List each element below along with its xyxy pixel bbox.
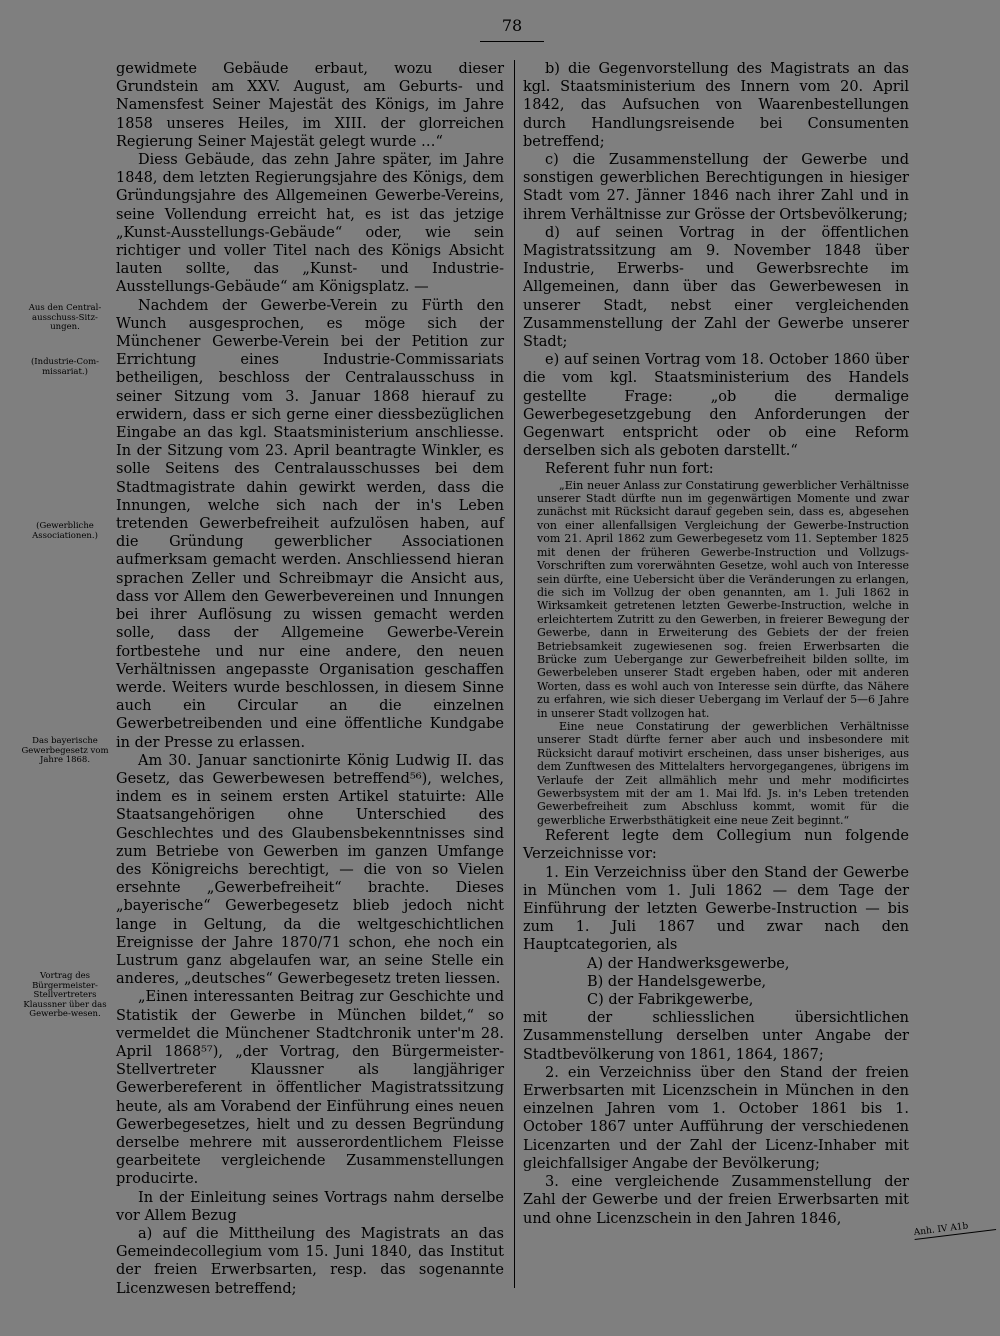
margin-note-gewerbegesetz: Das bayerische Gewerbegesetz vom Jahre 1868. bbox=[21, 736, 109, 765]
list-item: 2. ein Verzeichniss über den Stand der freien Erwerbsarten mit Licenzschein in München in den einzelnen Jahren vom 1. October 1861 bis 1. October 1867 unter Aufführung der verschiedenen Licenzarten und der Zahl der Licenz-Inhaber mit gleichfallsiger Angabe der Bevölkerung; bbox=[523, 1064, 909, 1172]
list-item: d) auf seinen Vortrag in der öffentlichen Magistratssitzung am 9. November 1848 über Industrie, Erwerbs- und Gewerbsrechte im Allgemeinen, dann über das Gewerbewesen in unserer Stadt, nebst einer vergleichenden Zusammenstellung der Zahl der Gewerbe unserer Stadt; bbox=[523, 224, 909, 351]
margin-note-industrie-commissariat: (Industrie-Com-missariat.) bbox=[30, 357, 100, 377]
quote-paragraph: Eine neue Constatirung der gewerblichen Verhältnisse unserer Stadt dürfte ferner aber auch und insbesondere mit Rücksicht darauf motivirt erscheinen, dass unser bisheriges, aus dem Zunftwesen des Mittelalters hervorgegangenes, übrigens im Verlaufe der Zeit allmählich mehr und mehr modificirtes Gewerbsystem mit der am 1. Mai lfd. Js. in's Leben tretenden Gewerbefreiheit zum Abschluss kommt, womit für die gewerbliche Erwerbsthätigkeit eine neue Zeit beginnt.“ bbox=[537, 719, 909, 827]
list-item: b) die Gegenvorstellung des Magistrats an das kgl. Staatsministerium des Innern vom 20. April 1842, das Aufsuchen von Waarenbestellungen durch Handlungsreisende bei Consumenten betreffend; bbox=[523, 61, 909, 150]
list-item: 3. eine vergleichende Zusammenstellung der Zahl der Gewerbe und der freien Erwerbsarten mit und ohne Licenzschein in den Jahren 1846, bbox=[523, 1174, 909, 1227]
paragraph: Referent fuhr nun fort: bbox=[545, 461, 714, 478]
sublist-item: B) der Handelsgewerbe, bbox=[587, 973, 767, 990]
paragraph: Referent legte dem Collegium nun folgende Verzeichnisse vor: bbox=[523, 828, 909, 863]
list-item: c) die Zusammenstellung der Gewerbe und sonstigen gewerblichen Berechtigungen in hiesiger Stadt vom 27. Jänner 1846 nach ihrer Zahl und in ihrem Verhältnisse zur Grösse der Ortsbevölkerung; bbox=[523, 152, 909, 223]
paragraph: gewidmete Gebäude erbaut, wozu dieser Grundstein am XXV. August, am Geburts- und Namensfest Seiner Majestät des Königs, im Jahre 1858 unseres Heiles, im XIII. der glorreichen Regierung Seiner Majestät gelegt wurde …“ bbox=[116, 61, 504, 150]
paragraph: Diess Gebäude, das zehn Jahre später, im Jahre 1848, dem letzten Regierungsjahre des Königs, dem Gründungsjahre des Allgemeinen Gewerbe-Vereins, seine Vollendung erreicht hat, es ist das jetzige „Kunst-Ausstellungs-Gebäude“ oder, wie sein richtiger und voller Titel nach des Königs Absicht lauten sollte, das „Kunst- und Industrie-Ausstellungs-Gebäude“ am Königsplatz. — bbox=[116, 152, 504, 296]
column-divider bbox=[514, 60, 515, 1288]
left-text-column bbox=[116, 60, 504, 1298]
margin-note-vortrag-klaussner: Vortrag des Bürgermeister-Stellvertreters Klaussner über das Gewerbe-wesen. bbox=[23, 971, 107, 1019]
header-rule bbox=[480, 41, 544, 42]
list-item: e) auf seinen Vortrag vom 18. October 1860 über die vom kgl. Staatsministerium des Handels gestellte Frage: „ob die dermalige Gewerbegesetzgebung den Anforderungen der Gegenwart entspricht oder ob eine Reform derselben sich als geboten darstellt.“ bbox=[523, 352, 909, 460]
paragraph: „Einen interessanten Beitrag zur Geschichte und Statistik der Gewerbe in München bildet,“ so vermeldet die Münchener Stadtchronik unter'm 28. April 1868⁵⁷), „der Vortrag, den Bürgermeister-Stellvertreter Klaussner als langjähriger Gewerbereferent in öffentlicher Magistratssitzung heute, als am Vorabend der Einführung eines neuen Gewerbegesetzes, hielt und zu dessen Begründung derselbe mehrere mit ausserordentlichem Fleisse gearbeitete vergleichende Zusammenstellungen producirte. bbox=[116, 989, 504, 1188]
paragraph: mit der schliesslichen übersichtlichen Zusammenstellung derselben unter Angabe der Stadtbevölkerung von 1861, 1864, 1867; bbox=[523, 1010, 909, 1063]
paragraph: a) auf die Mittheilung des Magistrats an das Gemeindecollegium vom 15. Juni 1840, das Institut der freien Erwerbsarten, resp. das sogenannte Licenzwesen betreffend; bbox=[116, 1226, 504, 1297]
paragraph: Am 30. Januar sanctionirte König Ludwig II. das Gesetz, das Gewerbewesen betreffend⁵⁶), welches, indem es in seinem ersten Artikel statuirte: Alle Staatsangehörigen ohne Unterschied des Geschlechtes und des Glaubensbekenntnisses sind zum Betriebe von Gewerben im ganzen Umfange des Königreichs berechtigt, — die von so Vielen ersehnte „Gewerbefreiheit“ brachte. Dieses „bayerische“ Gewerbegesetz blieb jedoch nicht lange in Geltung, da die weltgeschichtlichen Ereignisse der Jahre 1870/71 schon, ehe noch ein Lustrum ganz abgelaufen war, an seine Stelle ein anderes, „deutsches“ Gewerbegesetz treten liessen. bbox=[116, 752, 504, 988]
quote-paragraph: „Ein neuer Anlass zur Constatirung gewerblicher Verhältnisse unserer Stadt dürfte nun im gegenwärtigen Momente und zwar zunächst mit Rücksicht darauf gegeben sein, dass es, abgesehen von einer allenfallsigen Vergleichung der Gewerbe-Instruction vom 21. April 1862 zum Gewerbegesetz vom 11. September 1825 mit denen der früheren Gewerbe-Instruction und Vollzugs-Vorschriften zum vorerwähnten Gesetze, wohl auch von Interesse sein dürfte, eine Uebersicht über die Veränderungen zu erlangen, die sich im Vollzug der oben genannten, am 1. Juli 1862 in Wirksamkeit getretenen letzten Gewerbe-Instruction, welche in erleichtertem Zutritt zu den Gewerben, in freierer Bewegung der Gewerbe, dann in Erweiterung des Gebiets der der freien Betriebsamkeit zugewiesenen sog. freien Erwerbsarten die Brücke zum Uebergange zur Gewerbefreiheit bilden sollte, im Gewerbeleben unserer Stadt ergeben haben, oder mit anderen Worten, dass es wohl auch von Interesse sein dürfte, das Nähere zu erfahren, wie sich dieser Uebergang im Verlauf der 5—6 Jahre in unserer Stadt vollzogen hat. bbox=[537, 478, 909, 720]
list-item: 1. Ein Verzeichniss über den Stand der Gewerbe in München vom 1. Juli 1862 — dem Tage der Einführung der letzten Gewerbe-Instruction — bis zum 1. Juli 1867 und zwar nach den Hauptcategorien, als bbox=[523, 864, 909, 954]
margin-note-central-committee: Aus den Central-ausschuss-Sitz-ungen. bbox=[28, 303, 102, 332]
margin-note-anhang: Anh. IV A1b bbox=[913, 1218, 996, 1240]
right-text-column bbox=[523, 60, 909, 1228]
sublist-item: C) der Fabrikgewerbe, bbox=[587, 992, 754, 1009]
margin-note-associationen: (Gewerbliche Associationen.) bbox=[32, 521, 98, 541]
page-number: 78 bbox=[501, 16, 523, 35]
paragraph: In der Einleitung seines Vortrags nahm derselbe vor Allem Bezug bbox=[116, 1189, 504, 1224]
paragraph: Nachdem der Gewerbe-Verein zu Fürth den Wunch ausgesprochen, es möge sich der Münchener Gewerbe-Verein bei der Petition zur Errichtung eines Industrie-Commissariats betheiligen, beschloss der Centralausschuss in seiner Sitzung vom 3. Januar 1868 hierauf zu erwidern, dass er sich gerne einer diessbezüglichen Eingabe an das kgl. Staatsministerium anschliesse. In der Sitzung vom 23. April beantragte Winkler, es solle Seitens des Centralausschusses bei dem Stadtmagistrate dahin gewirkt werden, dass die Innungen, welche sich nach der in's Leben tretenden Gewerbefreiheit aufzulösen haben, auf die Gründung gewerblicher Associationen aufmerksam gemacht werden. Anschliessend hieran sprachen Zeller und Schreibmayr die Ansicht aus, dass vor Allem den Gewerbevereinen und Innungen bei ihrer Auflösung zu wissen gemacht werden solle, dass der Allgemeine Gewerbe-Verein fortbestehe und nur eine andere, den neuen Verhältnissen angepasste Organisation geschaffen werde. Weiters wurde beschlossen, in diesem Sinne auch ein Circular an die einzelnen Gewerbetreibenden und eine öffentliche Kundgabe in der Presse zu erlassen. bbox=[116, 297, 504, 751]
sublist-item: A) der Handwerksgewerbe, bbox=[587, 955, 790, 972]
